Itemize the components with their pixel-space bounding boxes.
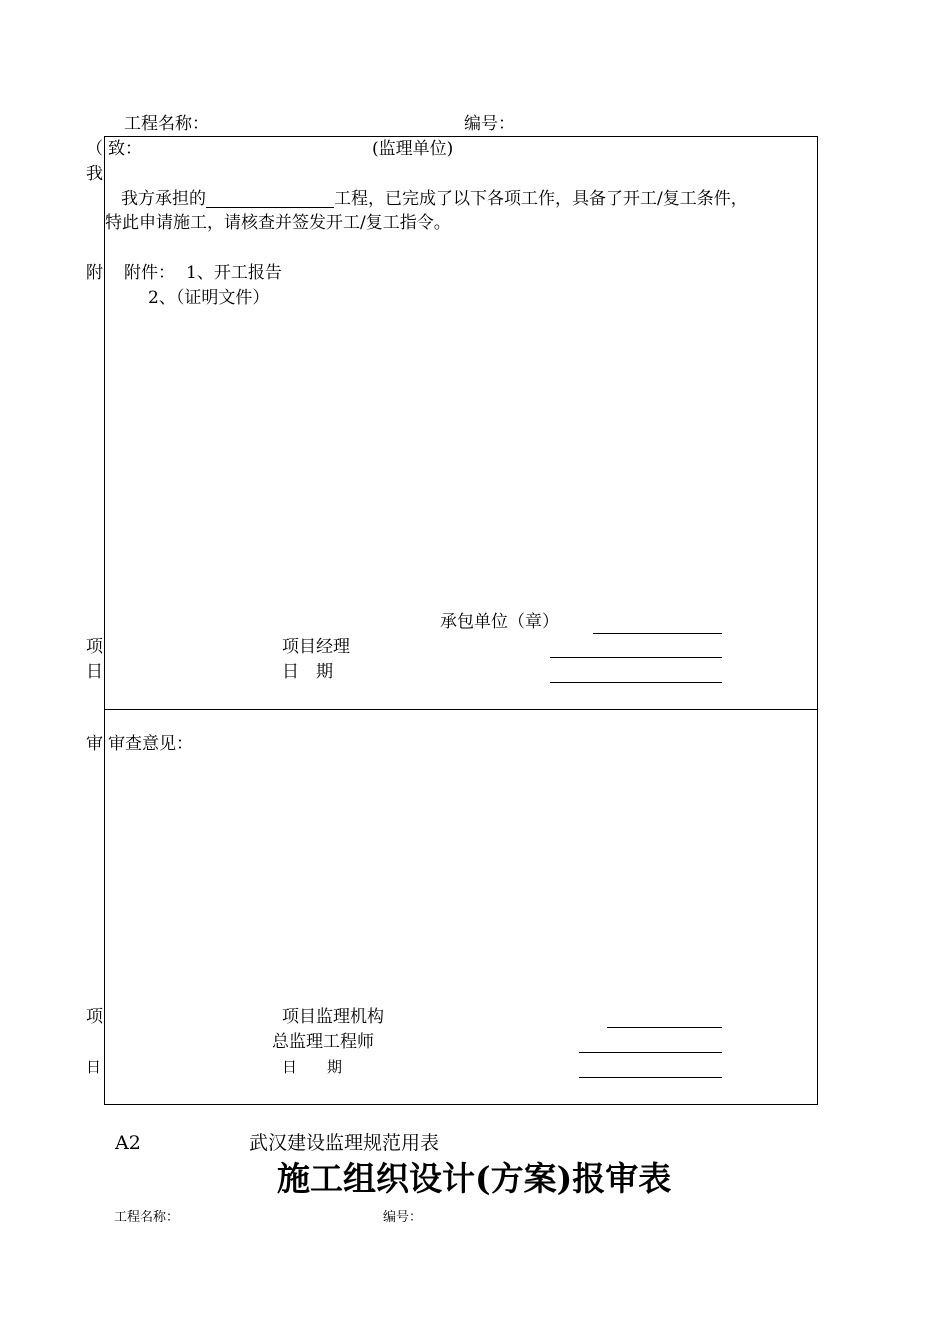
next-form-title: 施工组织设计(方案)报审表	[277, 1159, 672, 1198]
next-project-name-label: 工程名称：	[114, 1210, 180, 1225]
upper-date-label: 日 期	[282, 662, 333, 682]
attachment-1: 1、开工报告	[186, 263, 282, 283]
body-part-2: 工程，已完成了以下各项工作，具备了开工/复工条件，	[334, 189, 748, 209]
margin-char-paren: （	[86, 139, 103, 159]
upper-date-line	[550, 682, 722, 683]
manager-label: 项目经理	[282, 637, 350, 657]
margin-char-ri-2: 日	[86, 1058, 102, 1076]
project-blank	[206, 190, 334, 208]
body-line-1	[121, 190, 748, 208]
margin-char-xiang-1: 项	[86, 637, 103, 657]
lower-date-label: 日 期	[282, 1058, 343, 1076]
margin-char-shen: 审	[86, 734, 103, 754]
body-part-1: 我方承担的	[121, 189, 206, 209]
body-line-2: 特此申请施工，请核查并签发开工/复工指令。	[105, 213, 451, 233]
margin-char-wo: 我	[86, 164, 103, 184]
form-code: A2	[115, 1132, 141, 1154]
org-standard: 武汉建设监理规范用表	[249, 1132, 440, 1154]
section-divider	[104, 709, 818, 710]
supervision-org-label: 项目监理机构	[282, 1007, 384, 1027]
org-signature-line	[607, 1027, 722, 1028]
attachment-2: 2、（证明文件）	[148, 288, 270, 308]
manager-signature-line	[550, 657, 722, 658]
next-number-label: 编号：	[383, 1210, 423, 1225]
project-name-label: 工程名称：	[124, 114, 209, 134]
margin-char-xiang-2: 项	[86, 1007, 103, 1027]
lower-date-line	[579, 1077, 722, 1078]
attachments-label: 附件：	[124, 263, 175, 283]
margin-char-ri-1: 日	[86, 662, 103, 682]
to-label: 致：	[108, 139, 142, 159]
chief-engineer-signature-line	[579, 1052, 722, 1053]
number-label: 编号：	[464, 114, 515, 134]
margin-char-fu: 附	[86, 263, 103, 283]
chief-engineer-label: 总监理工程师	[272, 1032, 374, 1052]
supervisor-unit: (监理单位)	[372, 139, 454, 159]
review-label: 审查意见：	[108, 734, 193, 754]
contractor-signature-line	[593, 633, 722, 634]
contractor-label: 承包单位（章）	[440, 612, 559, 632]
